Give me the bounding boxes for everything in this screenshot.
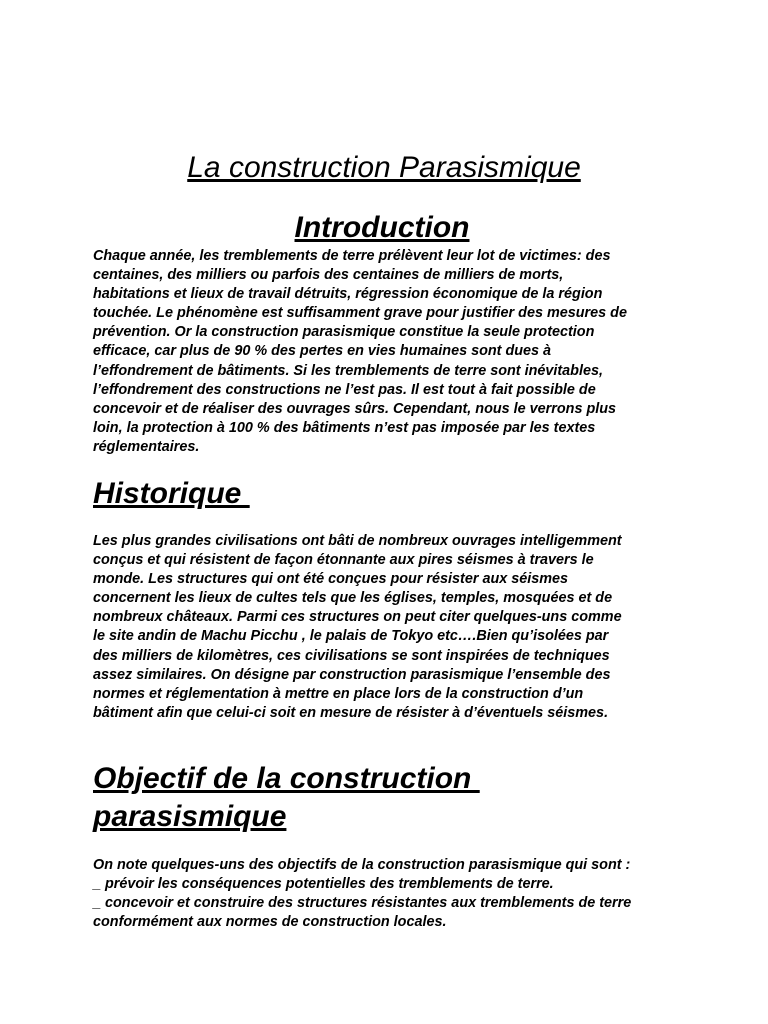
- paragraph-line: centaines, des milliers ou parfois des centaines de milliers de morts,: [93, 267, 564, 284]
- introduction-paragraph: [93, 247, 673, 457]
- historique-heading: Historique: [93, 477, 250, 510]
- heading-line: parasismique: [93, 800, 287, 833]
- paragraph-line: Les plus grandes civilisations ont bâti de nombreux ouvrages intelligemment: [93, 533, 622, 549]
- historique-paragraph: [93, 532, 673, 723]
- list-item: _ concevoir et construire des structures résistantes aux tremblements de terre: [93, 895, 632, 912]
- paragraph-line: concevoir et de réaliser des ouvrages sûrs. Cependant, nous le verrons plus: [93, 400, 617, 417]
- paragraph-line: conçus et qui résistent de façon étonnante aux pires séismes à travers le: [93, 552, 594, 569]
- paragraph-line: habitations et lieux de travail détruits, régression économique de la région: [93, 286, 603, 303]
- paragraph-line: monde. Les structures qui ont été conçues pour résister aux séismes: [93, 571, 569, 588]
- introduction-heading: Introduction: [294, 211, 470, 244]
- list-item: _ prévoir les conséquences potentielles des tremblements de terre.: [93, 876, 554, 893]
- paragraph-line: conformément aux normes de construction locales.: [93, 914, 447, 931]
- paragraph-line: On note quelques-uns des objectifs de la construction parasismique qui sont :: [93, 857, 631, 873]
- paragraph-line: des milliers de kilomètres, ces civilisations se sont inspirées de techniques: [93, 647, 610, 664]
- paragraph-line: loin, la protection à 100 % des bâtiments n’est pas imposée par les textes: [93, 419, 596, 436]
- paragraph-line: touchée. Le phénomène est suffisamment grave pour justifier des mesures de: [93, 305, 627, 322]
- paragraph-line: Chaque année, les tremblements de terre prélèvent leur lot de victimes: des: [93, 248, 611, 264]
- paragraph-line: l’effondrement de bâtiments. Si les tremblements de terre sont inévitables,: [93, 362, 603, 379]
- heading-line: Objectif de la construction: [93, 762, 480, 795]
- document-title: La construction Parasismique: [187, 151, 581, 184]
- paragraph-line: normes et réglementation à mettre en place lors de la construction d’un: [93, 685, 584, 702]
- paragraph-line: efficace, car plus de 90 % des pertes en vies humaines sont dues à: [93, 343, 552, 360]
- paragraph-line: nombreux châteaux. Parmi ces structures on peut citer quelques-uns comme: [93, 609, 622, 626]
- paragraph-line: concernent les lieux de cultes tels que les églises, temples, mosquées et de: [93, 590, 613, 607]
- paragraph-line: réglementaires.: [93, 438, 200, 455]
- objectif-heading: [93, 760, 480, 836]
- objectif-paragraph: [93, 856, 673, 932]
- paragraph-line: le site andin de Machu Picchu , le palais de Tokyo etc….Bien qu’isolées par: [93, 628, 609, 645]
- paragraph-line: assez similaires. On désigne par construction parasismique l’ensemble des: [93, 666, 611, 683]
- paragraph-line: bâtiment afin que celui-ci soit en mesure de résister à d’éventuels séismes.: [93, 704, 609, 721]
- paragraph-line: l’effondrement des constructions ne l’est pas. Il est tout à fait possible de: [93, 381, 596, 398]
- paragraph-line: prévention. Or la construction parasismique constitue la seule protection: [93, 324, 595, 341]
